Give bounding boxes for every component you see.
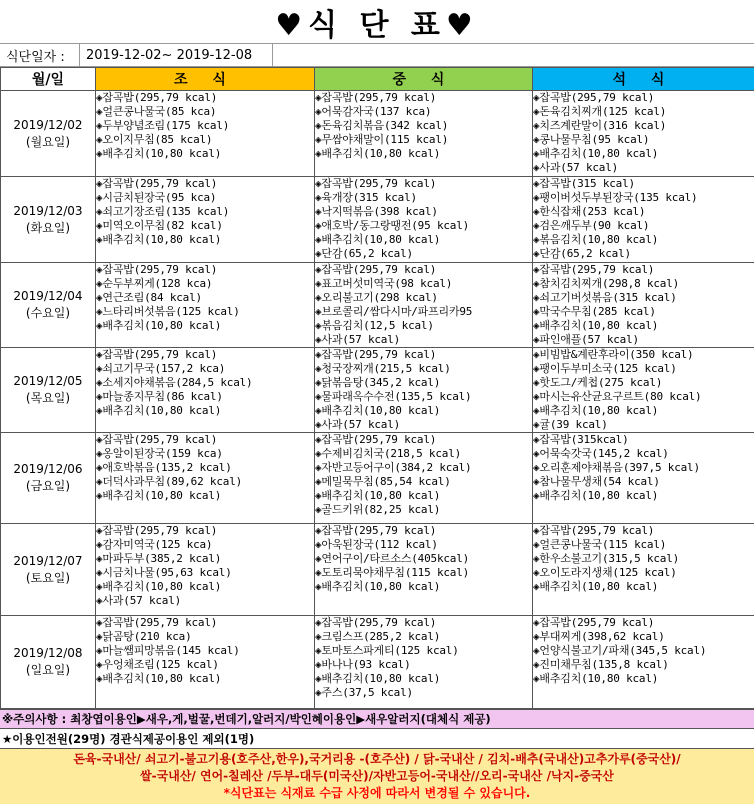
menu-item: ◈도토리묵야채무침(115 kcal) bbox=[315, 566, 532, 580]
menu-item: ◈배추김치(10,80 kcal) bbox=[96, 233, 314, 247]
header-row bbox=[1, 68, 754, 91]
breakfast-cell bbox=[96, 524, 315, 616]
day-row bbox=[1, 177, 754, 263]
header-dinner: 석 식 bbox=[533, 68, 754, 91]
origin-line-2: 쌀-국내산/ 연어-칠레산 /두부-대두(미국산)/자반고등어-국내산//오리-국내산 /낙지-중국산 bbox=[0, 768, 754, 785]
menu-item: ◈파인애플(57 kcal) bbox=[533, 333, 754, 347]
header-day: 월/일 bbox=[1, 68, 96, 91]
menu-item: ◈애호박/동그랑땡전(95 kcal) bbox=[315, 219, 532, 233]
origin-line-1: 돈육-국내산/ 쇠고기-불고기용(호주산,한우),국거리용 -(호주산) / 닭-국내산 / 김치-배추(국내산)고추가루(중국산)/ bbox=[0, 751, 754, 768]
menu-item: ◈자반고등어구이(384,2 kcal) bbox=[315, 461, 532, 475]
day-row bbox=[1, 616, 754, 709]
day-row bbox=[1, 263, 754, 348]
day-date: 2019/12/05 bbox=[1, 373, 95, 390]
menu-item: ◈순두부찌게(128 kca) bbox=[96, 277, 314, 291]
menu-item: ◈시금치된장국(95 kca) bbox=[96, 191, 314, 205]
menu-item: ◈오이도라지생채(125 kcal) bbox=[533, 566, 754, 580]
menu-item: ◈바나나(93 kcal) bbox=[315, 658, 532, 672]
day-date: 2019/12/03 bbox=[1, 203, 95, 220]
lunch-cell bbox=[315, 263, 533, 348]
menu-item: ◈팽이버섯두부된장국(135 kcal) bbox=[533, 191, 754, 205]
period-value: 2019-12-02~ 2019-12-08 bbox=[80, 44, 273, 66]
menu-item: ◈잡곡밥(295,79 kcal) bbox=[315, 616, 532, 630]
menu-item: ◈배추김치(10,80 kcal) bbox=[533, 147, 754, 161]
menu-item: ◈사과(57 kcal) bbox=[315, 333, 532, 347]
menu-item: ◈배추김치(10,80 kcal) bbox=[533, 404, 754, 418]
lunch-cell bbox=[315, 616, 533, 709]
menu-item: ◈배추김치(10,80 kcal) bbox=[533, 580, 754, 594]
menu-item: ◈배추김치(10,80 kcal) bbox=[533, 319, 754, 333]
menu-item: ◈검은깨두부(90 kcal) bbox=[533, 219, 754, 233]
day-cell bbox=[1, 177, 96, 263]
menu-item: ◈사과(57 kcal) bbox=[96, 594, 314, 608]
menu-item: ◈잡곡밥(295,79 kcal) bbox=[96, 616, 314, 630]
menu-item: ◈마시는유산균요구르트(80 kcal) bbox=[533, 390, 754, 404]
menu-item: ◈잡곡밥(295,79 kcal) bbox=[315, 91, 532, 105]
menu-item: ◈볶음김치(10,80 kcal) bbox=[533, 233, 754, 247]
menu-item: ◈한우소불고기(315,5 kcal) bbox=[533, 552, 754, 566]
menu-item: ◈옹알이된장국(159 kca) bbox=[96, 447, 314, 461]
origin-info bbox=[0, 749, 754, 804]
menu-item: ◈미역오이무침(82 kcal) bbox=[96, 219, 314, 233]
menu-item: ◈애호박볶음(135,2 kcal) bbox=[96, 461, 314, 475]
dinner-cell bbox=[533, 524, 754, 616]
menu-item: ◈크림스프(285,2 kcal) bbox=[315, 630, 532, 644]
menu-item: ◈단감(65,2 kcal) bbox=[533, 247, 754, 261]
breakfast-cell bbox=[96, 263, 315, 348]
menu-item: ◈배추김치(10,80 kcal) bbox=[315, 147, 532, 161]
menu-item: ◈두부양념조림(175 kcal) bbox=[96, 119, 314, 133]
menu-item: ◈잡곡밥(295,79 kcal) bbox=[96, 433, 314, 447]
menu-item: ◈주스(37,5 kcal) bbox=[315, 686, 532, 700]
menu-item: ◈볶음김치(12,5 kcal) bbox=[315, 319, 532, 333]
menu-item: ◈오리불고기(298 kcal) bbox=[315, 291, 532, 305]
header-lunch: 중 식 bbox=[315, 68, 533, 91]
day-date: 2019/12/04 bbox=[1, 288, 95, 305]
day-cell bbox=[1, 263, 96, 348]
menu-item: ◈메밀묵무침(85,54 kcal) bbox=[315, 475, 532, 489]
dinner-cell bbox=[533, 433, 754, 524]
menu-item: ◈치즈계란말이(316 kcal) bbox=[533, 119, 754, 133]
menu-item: ◈수제비김치국(218,5 kcal) bbox=[315, 447, 532, 461]
menu-item: ◈돈육김치찌개(125 kcal) bbox=[533, 105, 754, 119]
menu-item: ◈콩나물무침(95 kcal) bbox=[533, 133, 754, 147]
day-date: 2019/12/07 bbox=[1, 553, 95, 570]
menu-item: ◈배추김치(10,80 kcal) bbox=[315, 580, 532, 594]
breakfast-cell bbox=[96, 91, 315, 177]
day-weekday: (목요일) bbox=[1, 390, 95, 407]
menu-item: ◈잡곡밥(295,79 kcal) bbox=[533, 91, 754, 105]
origin-warning: *식단표는 식재료 수급 사정에 따라서 변경될 수 있습니다. bbox=[0, 785, 754, 802]
menu-item: ◈잡곡밥(295,79 kcal) bbox=[315, 348, 532, 362]
menu-item: ◈느타리버섯볶음(125 kcal) bbox=[96, 305, 314, 319]
day-cell bbox=[1, 524, 96, 616]
menu-item: ◈배추김치(10,80 kcal) bbox=[96, 672, 314, 686]
menu-item: ◈연근조림(84 kcal) bbox=[96, 291, 314, 305]
menu-item: ◈쇠고기버섯볶음(315 kcal) bbox=[533, 291, 754, 305]
day-date: 2019/12/02 bbox=[1, 117, 95, 134]
menu-item: ◈핫도그/케첩(275 kcal) bbox=[533, 376, 754, 390]
day-weekday: (수요일) bbox=[1, 305, 95, 322]
lunch-cell bbox=[315, 91, 533, 177]
day-date: 2019/12/06 bbox=[1, 461, 95, 478]
menu-item: ◈배추김치(10,80 kcal) bbox=[96, 319, 314, 333]
menu-item: ◈무쌈야채말이(115 kcal) bbox=[315, 133, 532, 147]
menu-item: ◈배추김치(10,80 kcal) bbox=[533, 489, 754, 503]
menu-table bbox=[0, 67, 754, 709]
menu-item: ◈연어구이/타르소스(405kcal) bbox=[315, 552, 532, 566]
menu-item: ◈잡곡밥(295,79 kcal) bbox=[96, 91, 314, 105]
menu-item: ◈팽이두부미소국(125 kcal) bbox=[533, 362, 754, 376]
day-weekday: (금요일) bbox=[1, 478, 95, 495]
allergy-notice: ※주의사항 : 최창엽이용인▶새우,게,벌꿀,번데기,알러지/박인혜이용인▶새우알러지(대체식 제공) bbox=[0, 709, 754, 729]
day-row bbox=[1, 91, 754, 177]
menu-item: ◈어묵숙갓국(145,2 kcal) bbox=[533, 447, 754, 461]
menu-item: ◈막국수무침(285 kcal) bbox=[533, 305, 754, 319]
day-weekday: (토요일) bbox=[1, 570, 95, 587]
menu-item: ◈사과(57 kcal) bbox=[315, 418, 532, 432]
day-row bbox=[1, 433, 754, 524]
dinner-cell bbox=[533, 177, 754, 263]
menu-item: ◈오이지무침(85 kcal) bbox=[96, 133, 314, 147]
breakfast-cell bbox=[96, 177, 315, 263]
menu-item: ◈얼큰콩나물국(115 kcal) bbox=[533, 538, 754, 552]
menu-item: ◈잡곡밥(295,79 kcal) bbox=[533, 524, 754, 538]
day-row bbox=[1, 348, 754, 433]
menu-item: ◈마늘쌤피망볶음(145 kcal) bbox=[96, 644, 314, 658]
menu-item: ◈표고버섯미역국(98 kcal) bbox=[315, 277, 532, 291]
menu-item: ◈배추김치(10,80 kcal) bbox=[96, 580, 314, 594]
menu-item: ◈소세지야채볶음(284,5 kcal) bbox=[96, 376, 314, 390]
menu-item: ◈비빔밥&계란후라이(350 kcal) bbox=[533, 348, 754, 362]
menu-item: ◈돈육김치볶음(342 kcal) bbox=[315, 119, 532, 133]
day-row bbox=[1, 524, 754, 616]
menu-item: ◈잡곡밥(295,79 kcal) bbox=[533, 616, 754, 630]
menu-item: ◈더덕사과무침(89,62 kcal) bbox=[96, 475, 314, 489]
day-date: 2019/12/08 bbox=[1, 645, 95, 662]
period-label: 식단일자 : bbox=[0, 44, 80, 66]
menu-item: ◈한식잡채(253 kcal) bbox=[533, 205, 754, 219]
breakfast-cell bbox=[96, 616, 315, 709]
menu-item: ◈잡곡밥(295,79 kcal) bbox=[96, 177, 314, 191]
lunch-cell bbox=[315, 524, 533, 616]
period-row bbox=[0, 44, 754, 67]
day-weekday: (일요일) bbox=[1, 662, 95, 679]
menu-item: ◈참나물무생채(54 kcal) bbox=[533, 475, 754, 489]
menu-item: ◈언양식불고기/파채(345,5 kcal) bbox=[533, 644, 754, 658]
menu-item: ◈귤(39 kcal) bbox=[533, 418, 754, 432]
breakfast-cell bbox=[96, 348, 315, 433]
dinner-cell bbox=[533, 348, 754, 433]
menu-item: ◈사과(57 kcal) bbox=[533, 161, 754, 175]
lunch-cell bbox=[315, 433, 533, 524]
menu-item: ◈잡곡밥(295,79 kcal) bbox=[96, 263, 314, 277]
menu-item: ◈어묵감자국(137 kca) bbox=[315, 105, 532, 119]
menu-item: ◈닭곰탕(210 kca) bbox=[96, 630, 314, 644]
lunch-cell bbox=[315, 177, 533, 263]
menu-item: ◈육개장(315 kcal) bbox=[315, 191, 532, 205]
menu-item: ◈청국장찌개(215,5 kcal) bbox=[315, 362, 532, 376]
header-breakfast: 조 식 bbox=[96, 68, 315, 91]
lunch-cell bbox=[315, 348, 533, 433]
dinner-cell bbox=[533, 91, 754, 177]
menu-item: ◈단감(65,2 kcal) bbox=[315, 247, 532, 261]
menu-item: ◈시금치나물(95,63 kcal) bbox=[96, 566, 314, 580]
menu-item: ◈브로콜리/쌈다시마/파프리카95 bbox=[315, 305, 532, 319]
dinner-cell bbox=[533, 263, 754, 348]
menu-item: ◈잡곡밥(315 kcal) bbox=[533, 177, 754, 191]
day-weekday: (월요일) bbox=[1, 134, 95, 151]
menu-item: ◈잡곡밥(295,79 kcal) bbox=[315, 177, 532, 191]
day-cell bbox=[1, 91, 96, 177]
menu-item: ◈낙지떡볶음(398 kcal) bbox=[315, 205, 532, 219]
menu-item: ◈배추김치(10,80 kcal) bbox=[96, 404, 314, 418]
menu-item: ◈부대찌게(398,62 kcal) bbox=[533, 630, 754, 644]
menu-item: ◈잡곡밥(315kcal) bbox=[533, 433, 754, 447]
menu-item: ◈토마토스파게티(125 kcal) bbox=[315, 644, 532, 658]
menu-item: ◈진미채무침(135,8 kcal) bbox=[533, 658, 754, 672]
menu-item: ◈골드키위(82,25 kcal) bbox=[315, 503, 532, 517]
page-title: ♥식 단 표♥ bbox=[0, 0, 754, 44]
menu-item: ◈배추김치(10,80 kcal) bbox=[315, 404, 532, 418]
menu-item: ◈잡곡밥(295,79 kcal) bbox=[96, 524, 314, 538]
menu-item: ◈닭볶음탕(345,2 kcal) bbox=[315, 376, 532, 390]
menu-item: ◈오리훈제야채볶음(397,5 kcal) bbox=[533, 461, 754, 475]
menu-item: ◈아욱된장국(112 kcal) bbox=[315, 538, 532, 552]
menu-item: ◈배추김치(10,80 kcal) bbox=[315, 489, 532, 503]
menu-item: ◈우엉채조림(125 kcal) bbox=[96, 658, 314, 672]
breakfast-cell bbox=[96, 433, 315, 524]
menu-item: ◈잡곡밥(295,79 kcal) bbox=[315, 263, 532, 277]
menu-item: ◈배추김치(10,80 kcal) bbox=[315, 233, 532, 247]
menu-item: ◈얼큰콩나물국(85 kca) bbox=[96, 105, 314, 119]
menu-item: ◈배추김치(10,80 kcal) bbox=[533, 672, 754, 686]
menu-item: ◈쇠고기무국(157,2 kca) bbox=[96, 362, 314, 376]
menu-item: ◈잡곡밥(295,79 kcal) bbox=[96, 348, 314, 362]
menu-item: ◈쇠고기장조림(135 kcal) bbox=[96, 205, 314, 219]
day-cell bbox=[1, 348, 96, 433]
day-cell bbox=[1, 616, 96, 709]
menu-item: ◈마늘종지무침(86 kcal) bbox=[96, 390, 314, 404]
menu-item: ◈배추김치(10,80 kcal) bbox=[315, 672, 532, 686]
day-cell bbox=[1, 433, 96, 524]
menu-item: ◈감자미역국(125 kca) bbox=[96, 538, 314, 552]
menu-item: ◈배추김치(10,80 kcal) bbox=[96, 489, 314, 503]
menu-item: ◈잡곡밥(295,79 kcal) bbox=[315, 524, 532, 538]
menu-item: ◈참치김치찌개(298,8 kcal) bbox=[533, 277, 754, 291]
menu-item: ◈물파래옥수수전(135,5 kcal) bbox=[315, 390, 532, 404]
dinner-cell bbox=[533, 616, 754, 709]
day-weekday: (화요일) bbox=[1, 220, 95, 237]
menu-item: ◈잡곡밥(295,79 kcal) bbox=[533, 263, 754, 277]
menu-item: ◈마파두부(385,2 kcal) bbox=[96, 552, 314, 566]
menu-item: ◈잡곡밥(295,79 kcal) bbox=[315, 433, 532, 447]
menu-item: ◈배추김치(10,80 kcal) bbox=[96, 147, 314, 161]
staff-count: ★이용인전원(29명) 경관식제공이용인 제외(1명) bbox=[0, 729, 754, 749]
